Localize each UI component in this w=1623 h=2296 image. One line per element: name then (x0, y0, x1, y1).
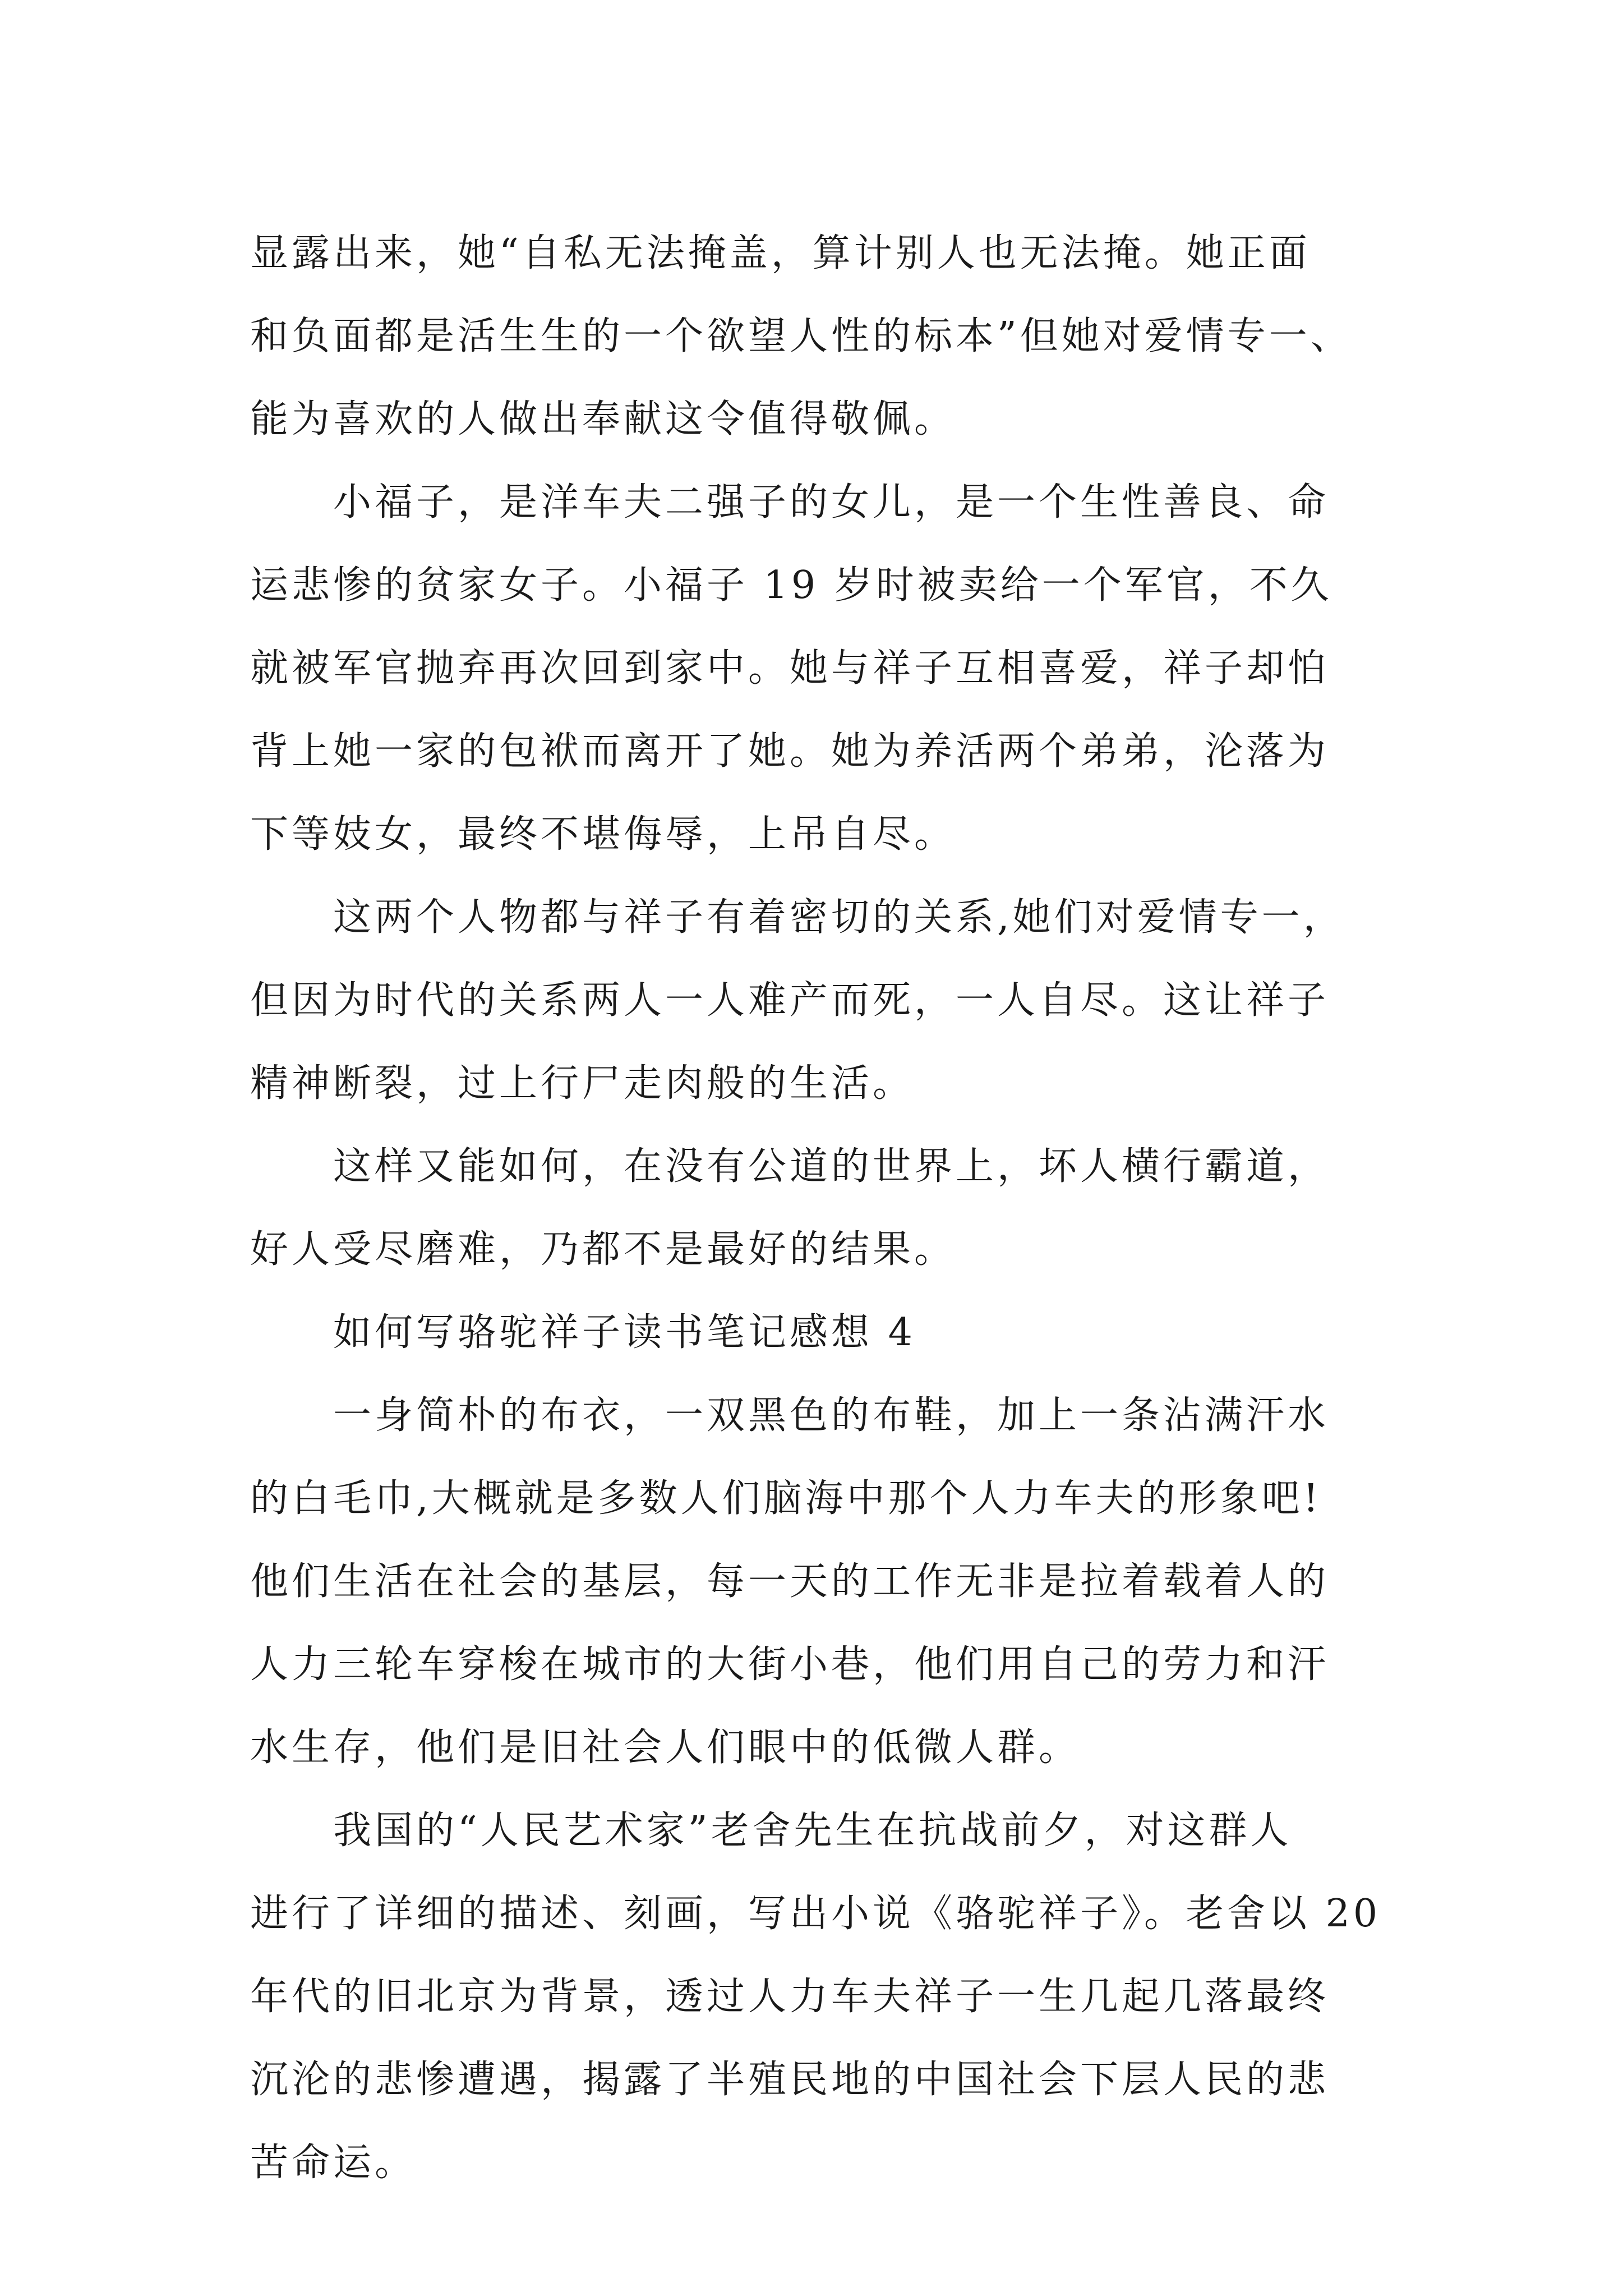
paragraph (250, 876, 1394, 1125)
document-body (250, 212, 1394, 2205)
text-line: 水生存，他们是旧社会人们眼中的低微人群。 (250, 1726, 1081, 1770)
paragraph (250, 212, 1394, 461)
text-line: 下等妓女，最终不堪侮辱，上吊自尽。 (250, 812, 956, 857)
text-line: 的白毛巾,大概就是多数人们脑海中那个人力车夫的形象吧! (250, 1476, 1322, 1521)
paragraph (250, 1374, 1394, 1789)
text-line: 就被军官抛弃再次回到家中。她与祥子互相喜爱，祥子却怕 (250, 646, 1330, 691)
text-line: 小福子，是洋车夫二强子的女儿，是一个生性善良、命 (250, 480, 1330, 524)
text-line: 一身简朴的布衣，一双黑色的布鞋，加上一条沾满汗水 (250, 1393, 1330, 1438)
paragraph (250, 1789, 1394, 2205)
text-line: 我国的“人民艺术家”老舍先生在抗战前夕，对这群人 (250, 1809, 1292, 1853)
text-line: 但因为时代的关系两人一人难产而死，一人自尽。这让祥子 (250, 978, 1330, 1023)
text-line: 这两个人物都与祥子有着密切的关系,她们对爱情专一， (250, 895, 1345, 940)
text-line: 能为喜欢的人做出奉献这令值得敬佩。 (250, 397, 956, 441)
text-line: 和负面都是活生生的一个欲望人性的标本”但她对爱情专一、 (250, 314, 1352, 358)
text-line: 他们生活在社会的基层，每一天的工作无非是拉着载着人的 (250, 1559, 1330, 1604)
text-line: 精神断裂，过上行尸走肉般的生活。 (250, 1061, 915, 1106)
paragraph (250, 1125, 1394, 1291)
text-line: 人力三轮车穿梭在城市的大街小巷，他们用自己的劳力和汗 (250, 1642, 1330, 1687)
text-line: 这样又能如何，在没有公道的世界上，坏人横行霸道， (250, 1144, 1330, 1189)
text-line: 如何写骆驼祥子读书笔记感想 4 (250, 1310, 916, 1355)
text-line: 年代的旧北京为背景，透过人力车夫祥子一生几起几落最终 (250, 1975, 1330, 2019)
text-line: 沉沦的悲惨遭遇，揭露了半殖民地的中国社会下层人民的悲 (250, 2058, 1330, 2102)
text-line: 显露出来，她“自私无法掩盖，算计别人也无法掩。她正面 (250, 231, 1311, 275)
text-line: 背上她一家的包袱而离开了她。她为养活两个弟弟，沦落为 (250, 729, 1330, 774)
text-line: 进行了详细的描述、刻画，写出小说《骆驼祥子》。老舍以 20 (250, 1892, 1381, 1936)
paragraph (250, 461, 1394, 876)
text-line: 运悲惨的贫家女子。小福子 19 岁时被卖给一个军官，不久 (250, 563, 1332, 608)
section-heading (250, 1291, 1394, 1374)
text-line: 苦命运。 (250, 2141, 417, 2185)
text-line: 好人受尽磨难，乃都不是最好的结果。 (250, 1227, 956, 1272)
